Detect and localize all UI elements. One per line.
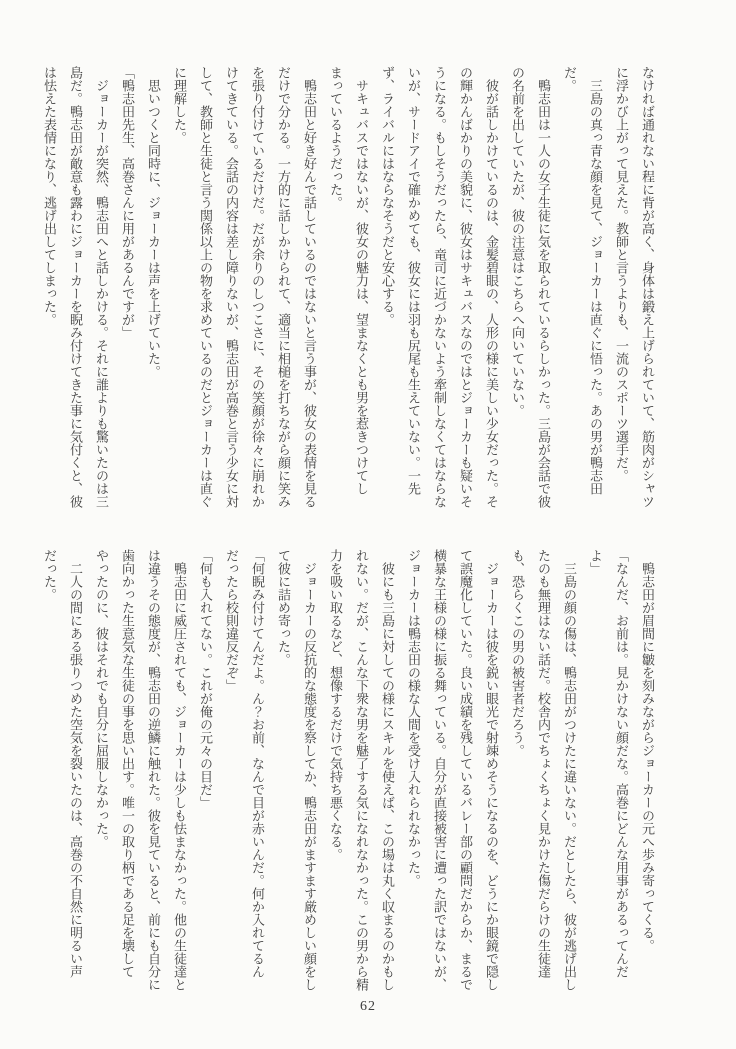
paragraph-dialogue: 「何睨み付けてんだよ。ん？お前、なんで目が赤いんだ。何か入れてるんだったら校則違反だぞ」	[224, 549, 265, 978]
paragraph: 三島の真っ青な顔を見て、ジョーカーは直ぐに悟った。あの男が鴨志田だ。	[562, 66, 603, 495]
text-band-bottom	[42, 549, 660, 993]
paragraph: 三島の顔の傷は、鴨志田がつけたに違いない。だとしたら、彼が逃げ出したのも無理はない話だ。校舎内でちょくちょく見かけた傷だらけの生徒達も、恐らくこの男の被害者だろう。	[510, 549, 577, 991]
paragraph: 思いつくと同時に、ジョーカーは声を上げていた。	[146, 79, 161, 378]
paragraph: ジョーカーの反抗的な態度を察してか、鴨志田がますます厳めしい顔をして彼に詰め寄った。	[276, 549, 317, 991]
paragraph: ジョーカーは彼を鋭い眼光で射竦めそうになるのを、どうにか眼鏡で隠して誤魔化していた。良い成績を残しているバレー部の顧問だからか、まるで横暴な王様の様に振る舞っている。自分が直接被害に遭った訳ではないが、ジョーカーは鴨志田の様な人間を受け入れられなかった。	[406, 549, 499, 991]
paragraph: 彼が話しかけているのは、金髪碧眼の、人形の様に美しい少女だった。その輝かんばかりの美貌に、彼女はサキュバスなのではとジョーカーも疑いそうになる。もしそうだったら、竜司に近づかないよう牽制しなくてはならないが、サードアイで確かめても、彼女には羽も尻尾も生えていない。一先ず、ライバルにはならなそうだと安心する。	[380, 66, 499, 508]
text-band-top	[42, 66, 660, 510]
paragraph: 鴨志田は一人の女子生徒に気を取られているらしかった。三島が会話で彼の名前を出していたが、彼の注意はこちらへ向いていない。	[510, 66, 551, 508]
paragraph: 鴨志田に威圧されても、ジョーカーは少しも怯まなかった。他の生徒達とは違うその態度が、鴨志田の逆鱗に触れた。彼を見ていると、前にも自分に歯向かった生意気な生徒の事を思い出す。唯一の取り柄である足を壊してやったのに、彼はそれでも自分に屈服しなかった。	[94, 549, 187, 991]
paragraph: なければ通れない程に背が高く、身体は鍛え上げられていて、筋肉がシャツに浮かび上がって見えた。教師と言うよりも、一流のスポーツ選手だ。	[614, 66, 655, 508]
page-number: 62	[360, 999, 376, 1014]
paragraph: ジョーカーが突然、鴨志田へと話しかける。それに誰よりも驚いたのは三島だ。鴨志田が敵意も露わにジョーカーを睨み付けてきた事に気付くと、彼は怯えた表情になり、逃げ出してしまった。	[42, 66, 109, 508]
paragraph-dialogue: 「鴨志田先生、高巻さんに用があるんですが」	[120, 66, 135, 339]
paragraph: サキュバスではないが、彼女の魅力は、望まなくとも男を惹きつけてしまっているようだった。	[328, 66, 369, 495]
paragraph: 鴨志田が眉間に皺を刻みながらジョーカーの元へ歩み寄ってくる。	[640, 562, 655, 952]
paragraph: 彼にも三島に対しての様にスキルを使えば、この場は丸く収まるのかもしれない。だが、こんな下衆な男を魅了する気になれなかった。この男から精力を吸い取るなど、想像するだけで気持ち悪くなる。	[328, 549, 395, 991]
paragraph: 鴨志田と好き好んで話しているのではないと言う事が、彼女の表情を見るだけで分かる。一方的に話しかけられて、適当に相槌を打ちながら顔に笑みを張り付けているだけだ。だが余りのしつこさに、その笑顔が徐々に崩れかけてきている。会話の内容は差し障りないが、鴨志田が高巻と言う少女に対して、教師と生徒と言う関係以上の物を求めているのだとジョーカーは直ぐに理解した。	[172, 66, 317, 508]
paragraph-dialogue: 「なんだ、お前は。見かけない顔だな。高巻にどんな用事があるってんだよ」	[588, 549, 629, 978]
paragraph-dialogue: 「何も入れてない。これが俺の元々の目だ」	[198, 549, 213, 809]
paragraph: 二人の間にある張りつめた空気を裂いたのは、高巻の不自然に明るい声だった。	[42, 549, 83, 978]
